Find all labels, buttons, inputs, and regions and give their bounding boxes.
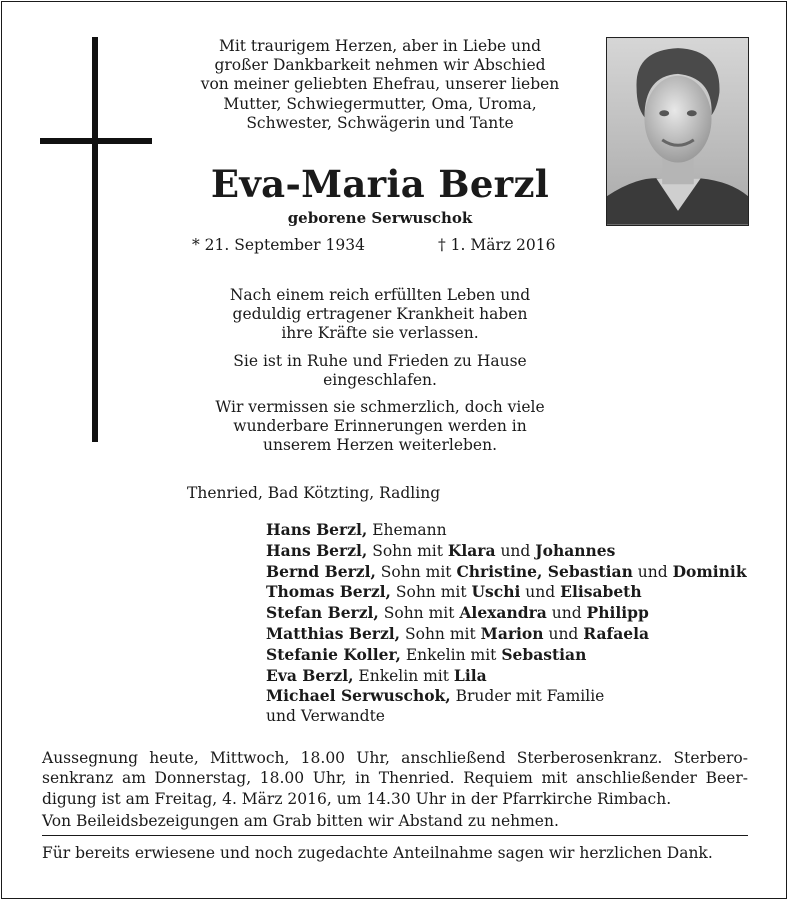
family-relation: Enkelin mit — [353, 666, 454, 685]
family-name: Lila — [453, 665, 487, 685]
family-list — [266, 520, 747, 727]
family-member-row — [266, 582, 747, 603]
paragraph-life — [140, 286, 620, 344]
family-name: Dominik — [672, 561, 747, 581]
family-name: Stefanie Koller, — [266, 644, 401, 664]
family-name: Bernd Berzl, — [266, 561, 376, 581]
deceased-name: Eva-Maria Berzl — [210, 162, 550, 206]
cross-icon — [92, 37, 98, 442]
family-name: Rafaela — [583, 623, 650, 643]
family-relation: Sohn mit — [367, 541, 448, 560]
family-relation: Sohn mit — [375, 562, 457, 581]
place-names: Thenried, Bad Kötzting, Radling — [187, 484, 441, 502]
maiden-name: geborene Serwuschok — [287, 209, 473, 227]
family-relation: und Verwandte — [266, 707, 385, 726]
condolence-note: Von Beileidsbezeigungen am Grab bitten wir Abstand zu nehmen. — [42, 812, 559, 830]
family-relation: Enkelin mit — [400, 645, 502, 664]
family-relation: Sohn mit — [390, 583, 472, 602]
family-relation: und — [495, 541, 536, 560]
intro-text — [140, 37, 620, 133]
intro-line: von meiner geliebten Ehefrau, unserer lieben — [200, 75, 560, 94]
family-name: Elisabeth — [560, 582, 642, 602]
paragraph-line: unserem Herzen weiterleben. — [263, 436, 497, 455]
family-relation: und — [520, 583, 561, 602]
family-name: Klara — [447, 540, 496, 560]
family-member-row — [266, 666, 747, 687]
family-name: Uschi — [471, 582, 521, 602]
intro-line: Mit traurigem Herzen, aber in Liebe und — [218, 37, 542, 55]
family-relation: und — [632, 562, 673, 581]
paragraph-rest — [140, 352, 620, 390]
family-member-row — [266, 624, 747, 645]
family-name: Alexandra — [459, 603, 547, 623]
intro-line: Mutter, Schwiegermutter, Oma, Uroma, — [223, 94, 537, 113]
family-member-row — [266, 603, 747, 624]
family-name: Eva Berzl, — [266, 665, 354, 685]
family-member-row — [266, 686, 747, 707]
family-name: Matthias Berzl, — [266, 623, 401, 643]
family-name: Sebastian — [501, 644, 587, 664]
family-member-row — [266, 645, 747, 666]
family-relation: Sohn mit — [378, 604, 460, 623]
family-relation: Ehemann — [367, 521, 447, 539]
notice-line: Aussegnung heute, Mittwoch, 18.00 Uhr, anschließend Sterberosenkranz. Sterbero- — [42, 749, 748, 767]
birth-date: * 21. September 1934 — [192, 236, 365, 254]
family-name: Michael Serwuschok, — [266, 686, 451, 706]
intro-line: Schwester, Schwägerin und Tante — [246, 113, 514, 132]
family-name: Johannes — [535, 540, 616, 560]
paragraph-line: geduldig ertragener Krankheit haben — [232, 305, 528, 324]
family-name: Stefan Berzl, — [266, 603, 379, 623]
family-relation: und — [546, 604, 587, 623]
intro-line: großer Dankbarkeit nehmen wir Abschied — [214, 56, 546, 75]
funeral-notice — [42, 748, 748, 809]
family-relation: und — [543, 624, 584, 643]
family-name: Christine, Sebastian — [456, 561, 633, 581]
death-date: † 1. März 2016 — [438, 236, 556, 254]
family-relation: Sohn mit — [400, 624, 481, 643]
notice-line: senkranz am Donnerstag, 18.00 Uhr, in Thenried. Requiem mit anschließender Beer- — [42, 769, 748, 788]
notice-line: digung ist am Freitag, 4. März 2016, um 14.30 Uhr in der Pfarrkirche Rimbach. — [42, 789, 672, 808]
thanks-note: Für bereits erwiesene und noch zugedachte Anteilnahme sagen wir herzlichen Dank. — [42, 844, 713, 862]
family-member-row — [266, 562, 747, 583]
family-name: Philipp — [586, 603, 649, 623]
portrait-photo — [606, 37, 749, 226]
family-name: Hans Berzl, — [266, 540, 368, 560]
family-name: Thomas Berzl, — [266, 582, 391, 602]
family-name: Marion — [480, 623, 544, 643]
paragraph-line: wunderbare Erinnerungen werden in — [233, 417, 527, 436]
paragraph-line: Wir vermissen sie schmerzlich, doch viele — [215, 398, 545, 416]
family-member-row — [266, 541, 747, 562]
divider — [42, 835, 748, 836]
cross-icon-bar — [40, 138, 152, 144]
paragraph-memory — [140, 398, 620, 456]
family-member-row — [266, 520, 747, 541]
family-relation: Bruder mit Familie — [450, 687, 605, 706]
paragraph-line: ihre Kräfte sie verlassen. — [281, 324, 479, 343]
paragraph-line: eingeschlafen. — [323, 371, 437, 390]
family-member-row — [266, 707, 747, 727]
paragraph-line: Sie ist in Ruhe und Frieden zu Hause — [233, 352, 527, 370]
family-name: Hans Berzl, — [266, 520, 368, 539]
paragraph-line: Nach einem reich erfüllten Leben und — [229, 286, 531, 304]
